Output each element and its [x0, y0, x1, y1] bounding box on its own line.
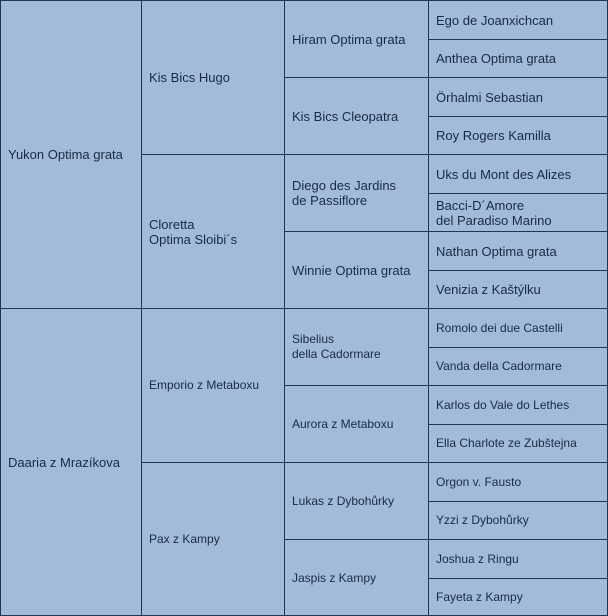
gen4-name-15: Joshua z Ringu	[436, 551, 519, 566]
dam-sire-cell	[141, 308, 284, 462]
gen3-name-3-line1: Diego des Jardins	[292, 178, 397, 193]
gen4-cell-2	[428, 39, 608, 77]
sire-dam-name-line2: Optima Sloibi´s	[149, 231, 238, 247]
gen4-name-13: Orgon v. Fausto	[436, 474, 522, 489]
gen4-name-9: Romolo dei due Castelli	[436, 320, 563, 335]
sire-dam-name	[149, 217, 237, 247]
gen3-name-2: Kis Bics Cleopatra	[292, 108, 399, 124]
gen4-name-6-line2: del Paradiso Marino	[436, 212, 552, 228]
gen4-cell-15	[428, 539, 608, 578]
gen4-cell-9	[428, 308, 608, 347]
gen3-name-6: Aurora z Metaboxu	[292, 416, 394, 431]
gen3-cell-2	[284, 77, 428, 154]
gen4-cell-4	[428, 116, 608, 154]
gen3-name-5-line1: Sibelius	[292, 332, 335, 346]
gen4-name-6	[436, 198, 552, 228]
gen4-name-5: Uks du Mont des Alizes	[436, 166, 572, 182]
gen4-cell-11	[428, 385, 608, 424]
gen4-cell-10	[428, 347, 608, 385]
gen3-cell-7	[284, 462, 428, 539]
dam-cell	[0, 308, 141, 616]
gen4-cell-16	[428, 578, 608, 616]
gen4-cell-5	[428, 154, 608, 193]
sire-dam-cell	[141, 154, 284, 308]
gen3-name-5	[292, 332, 381, 362]
gen4-cell-8	[428, 270, 608, 308]
gen3-name-3-line2: de Passiflore	[292, 193, 368, 208]
gen4-name-2: Anthea Optima grata	[436, 51, 556, 66]
gen3-name-3	[292, 178, 396, 208]
gen3-name-7: Lukas z Dybohůrky	[292, 493, 395, 508]
dam-sire-name: Emporio z Metaboxu	[149, 378, 260, 392]
gen4-name-1: Ego de Joanxichcan	[436, 12, 554, 28]
sire-sire-name: Kis Bics Hugo	[149, 70, 230, 85]
gen3-cell-4	[284, 231, 428, 308]
gen4-name-16: Fayeta z Kampy	[436, 590, 523, 604]
gen4-name-10: Vanda della Cadormare	[436, 359, 562, 373]
gen4-name-6-line1: Bacci-D´Amore	[436, 197, 525, 213]
gen4-name-12: Ella Charlote ze Zubštejna	[436, 436, 577, 450]
sire-sire-cell	[141, 0, 284, 154]
gen3-cell-3	[284, 154, 428, 231]
dam-name: Daaria z Mrazíkova	[8, 455, 120, 470]
gen3-name-5-line2: della Cadormare	[292, 347, 381, 361]
gen4-name-7: Nathan Optima grata	[436, 243, 557, 259]
gen4-name-8: Venizia z Kaštýlku	[436, 282, 541, 297]
gen4-name-14: Yzzi z Dybohůrky	[436, 513, 529, 527]
gen3-cell-8	[284, 539, 428, 616]
dam-dam-cell	[141, 462, 284, 616]
sire-dam-name-line1: Cloretta	[149, 216, 195, 232]
gen3-cell-5	[284, 308, 428, 385]
sire-cell	[0, 0, 141, 308]
gen3-cell-6	[284, 385, 428, 462]
gen4-cell-14	[428, 501, 608, 539]
gen3-name-8: Jaspis z Kampy	[292, 570, 377, 585]
sire-name: Yukon Optima grata	[8, 147, 123, 162]
gen4-cell-3	[428, 77, 608, 116]
gen4-cell-6	[428, 193, 608, 231]
gen3-cell-1	[284, 0, 428, 77]
gen3-name-1: Hiram Optima grata	[292, 31, 406, 47]
gen4-cell-12	[428, 424, 608, 462]
gen4-cell-7	[428, 231, 608, 270]
gen4-cell-13	[428, 462, 608, 501]
gen4-name-11: Karlos do Vale do Lethes	[436, 397, 570, 412]
gen4-name-3: Örhalmi Sebastian	[436, 89, 543, 105]
gen3-name-4: Winnie Optima grata	[292, 262, 411, 278]
gen4-name-4: Roy Rogers Kamilla	[436, 128, 551, 143]
gen4-cell-1	[428, 0, 608, 39]
dam-dam-name: Pax z Kampy	[149, 532, 220, 546]
